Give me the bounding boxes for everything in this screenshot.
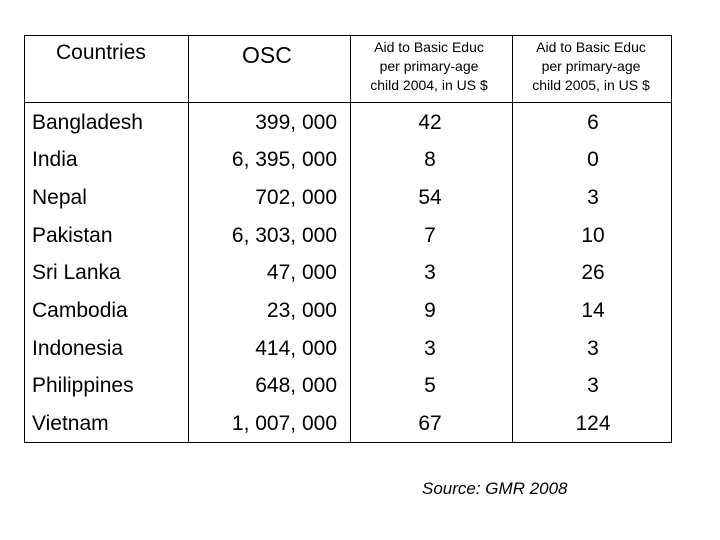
country-cell: India bbox=[32, 148, 78, 171]
header-aid-2004 bbox=[351, 38, 507, 95]
osc-cell: 399, 000 bbox=[255, 111, 337, 134]
aid-2005-cell: 6 bbox=[587, 111, 599, 134]
osc-cell: 702, 000 bbox=[255, 186, 337, 209]
header-osc: OSC bbox=[242, 42, 292, 68]
aid-2004-cell: 67 bbox=[418, 412, 442, 435]
aid-2004-cell: 42 bbox=[418, 111, 442, 134]
aid-2004-cell: 9 bbox=[424, 299, 436, 322]
aid-2004-cell: 8 bbox=[424, 148, 436, 171]
aid-2004-cell: 7 bbox=[424, 224, 436, 247]
country-cell: Nepal bbox=[32, 186, 87, 209]
header-aid-2004-line3: child 2004, in US $ bbox=[370, 77, 488, 93]
header-aid-2004-line1: Aid to Basic Educ bbox=[374, 39, 484, 55]
header-aid-2005-line2: per primary-age bbox=[541, 58, 641, 74]
osc-cell: 414, 000 bbox=[255, 337, 337, 360]
country-cell: Vietnam bbox=[32, 412, 109, 435]
header-divider bbox=[25, 102, 671, 103]
table-row bbox=[25, 107, 671, 145]
table-row bbox=[25, 370, 671, 408]
table-row bbox=[25, 333, 671, 371]
aid-2004-cell: 3 bbox=[424, 337, 436, 360]
aid-2004-cell: 3 bbox=[424, 261, 436, 284]
country-cell: Pakistan bbox=[32, 224, 113, 247]
aid-2005-cell: 26 bbox=[581, 261, 605, 284]
table-row bbox=[25, 144, 671, 182]
osc-cell: 6, 303, 000 bbox=[231, 224, 337, 247]
osc-cell: 47, 000 bbox=[266, 261, 337, 284]
aid-2005-cell: 124 bbox=[575, 412, 611, 435]
aid-2004-cell: 5 bbox=[424, 374, 436, 397]
osc-cell: 6, 395, 000 bbox=[231, 148, 337, 171]
table-row bbox=[25, 408, 671, 446]
osc-cell: 1, 007, 000 bbox=[231, 412, 337, 435]
country-cell: Sri Lanka bbox=[32, 261, 121, 284]
table-row bbox=[25, 182, 671, 220]
header-countries: Countries bbox=[56, 41, 146, 64]
country-cell: Cambodia bbox=[32, 299, 128, 322]
header-aid-2005-line3: child 2005, in US $ bbox=[532, 77, 650, 93]
table-row bbox=[25, 220, 671, 258]
source-note: Source: GMR 2008 bbox=[422, 479, 568, 498]
table-row bbox=[25, 295, 671, 333]
aid-2005-cell: 3 bbox=[587, 186, 599, 209]
aid-table bbox=[24, 35, 672, 443]
osc-cell: 648, 000 bbox=[255, 374, 337, 397]
aid-2004-cell: 54 bbox=[418, 186, 442, 209]
aid-2005-cell: 3 bbox=[587, 374, 599, 397]
aid-2005-cell: 3 bbox=[587, 337, 599, 360]
table-row bbox=[25, 257, 671, 295]
country-cell: Bangladesh bbox=[32, 111, 143, 134]
aid-2005-cell: 0 bbox=[587, 148, 599, 171]
header-aid-2005-line1: Aid to Basic Educ bbox=[536, 39, 646, 55]
header-aid-2004-line2: per primary-age bbox=[379, 58, 479, 74]
aid-2005-cell: 10 bbox=[581, 224, 605, 247]
header-aid-2005 bbox=[513, 38, 669, 95]
country-cell: Philippines bbox=[32, 374, 134, 397]
aid-2005-cell: 14 bbox=[581, 299, 605, 322]
country-cell: Indonesia bbox=[32, 337, 124, 360]
osc-cell: 23, 000 bbox=[266, 299, 337, 322]
